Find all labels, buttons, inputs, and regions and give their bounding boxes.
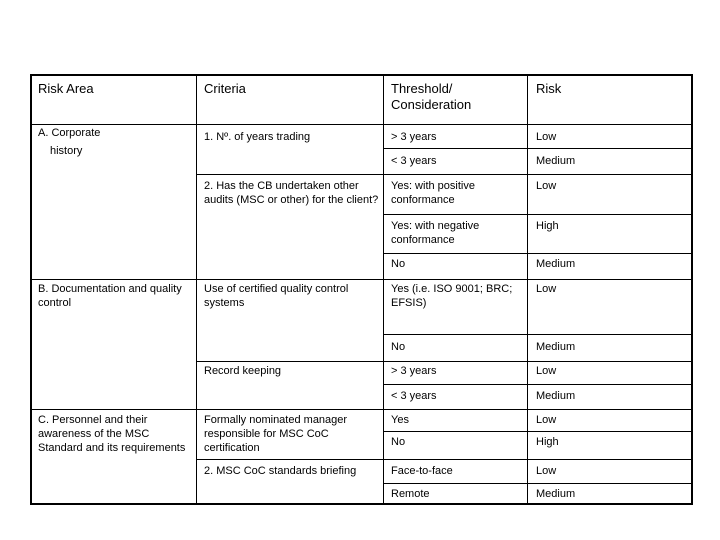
criteria-other-audits: 2. Has the CB undertaken other audits (MSC or other) for the client? [204, 180, 379, 206]
criteria-record-keeping: Record keeping [204, 365, 282, 377]
threshold-cell: No [391, 341, 406, 353]
risk-cell: High [536, 220, 559, 232]
col-divider-3 [527, 74, 528, 505]
criteria-quality-systems: Use of certified quality control systems [204, 283, 349, 309]
threshold-cell: Yes (i.e. ISO 9001; BRC; EFSIS) [391, 283, 513, 309]
col-divider-2 [383, 74, 384, 505]
header-risk-area: Risk Area [38, 81, 94, 96]
area-a-label-cont: history [50, 145, 83, 157]
row-divider [383, 431, 693, 432]
risk-cell: Medium [536, 155, 576, 167]
threshold-cell: Yes: with positive conformance [391, 180, 475, 206]
criteria-standards-briefing: 2. MSC CoC standards briefing [204, 465, 357, 477]
risk-cell: Medium [536, 390, 576, 402]
threshold-cell: < 3 years [391, 390, 437, 402]
row-divider [383, 253, 693, 254]
area-c-label: C. Personnel and their awareness of the MSC Standard and its requirements [38, 414, 186, 454]
threshold-cell: Remote [391, 488, 430, 500]
risk-cell: Low [536, 465, 557, 477]
threshold-cell: No [391, 258, 406, 270]
threshold-cell: > 3 years [391, 365, 437, 377]
row-divider [383, 384, 693, 385]
risk-cell: High [536, 436, 559, 448]
area-b-label: B. Documentation and quality control [38, 283, 182, 309]
risk-cell: Medium [536, 258, 576, 270]
risk-cell: Medium [536, 488, 576, 500]
risk-cell: Low [536, 131, 557, 143]
row-divider-area-b [30, 279, 693, 280]
risk-cell: Medium [536, 341, 576, 353]
header-risk: Risk [536, 81, 562, 96]
risk-cell: Low [536, 180, 557, 192]
threshold-cell: < 3 years [391, 155, 437, 167]
row-divider-criteria [196, 361, 693, 362]
header-criteria: Criteria [204, 81, 246, 96]
row-divider-criteria [196, 459, 693, 460]
risk-cell: Low [536, 283, 557, 295]
threshold-cell: Yes [391, 414, 409, 426]
area-a-label: A. Corporate [38, 127, 101, 139]
risk-cell: Low [536, 365, 557, 377]
header-threshold: Threshold/ Consideration [391, 81, 472, 112]
threshold-cell: No [391, 436, 406, 448]
threshold-cell: Yes: with negative conformance [391, 220, 480, 246]
row-divider-criteria [196, 174, 693, 175]
criteria-nominated-manager: Formally nominated manager responsible for MSC CoC certification [204, 414, 348, 454]
risk-cell: Low [536, 414, 557, 426]
threshold-cell: > 3 years [391, 131, 437, 143]
row-divider [383, 483, 693, 484]
row-divider-area-c [30, 409, 693, 410]
row-divider [383, 148, 693, 149]
criteria-years-trading: 1. Nº. of years trading [204, 131, 311, 143]
col-divider-1 [196, 74, 197, 505]
threshold-cell: Face-to-face [391, 465, 453, 477]
row-divider [383, 214, 693, 215]
row-divider-header [30, 124, 693, 125]
row-divider [383, 334, 693, 335]
